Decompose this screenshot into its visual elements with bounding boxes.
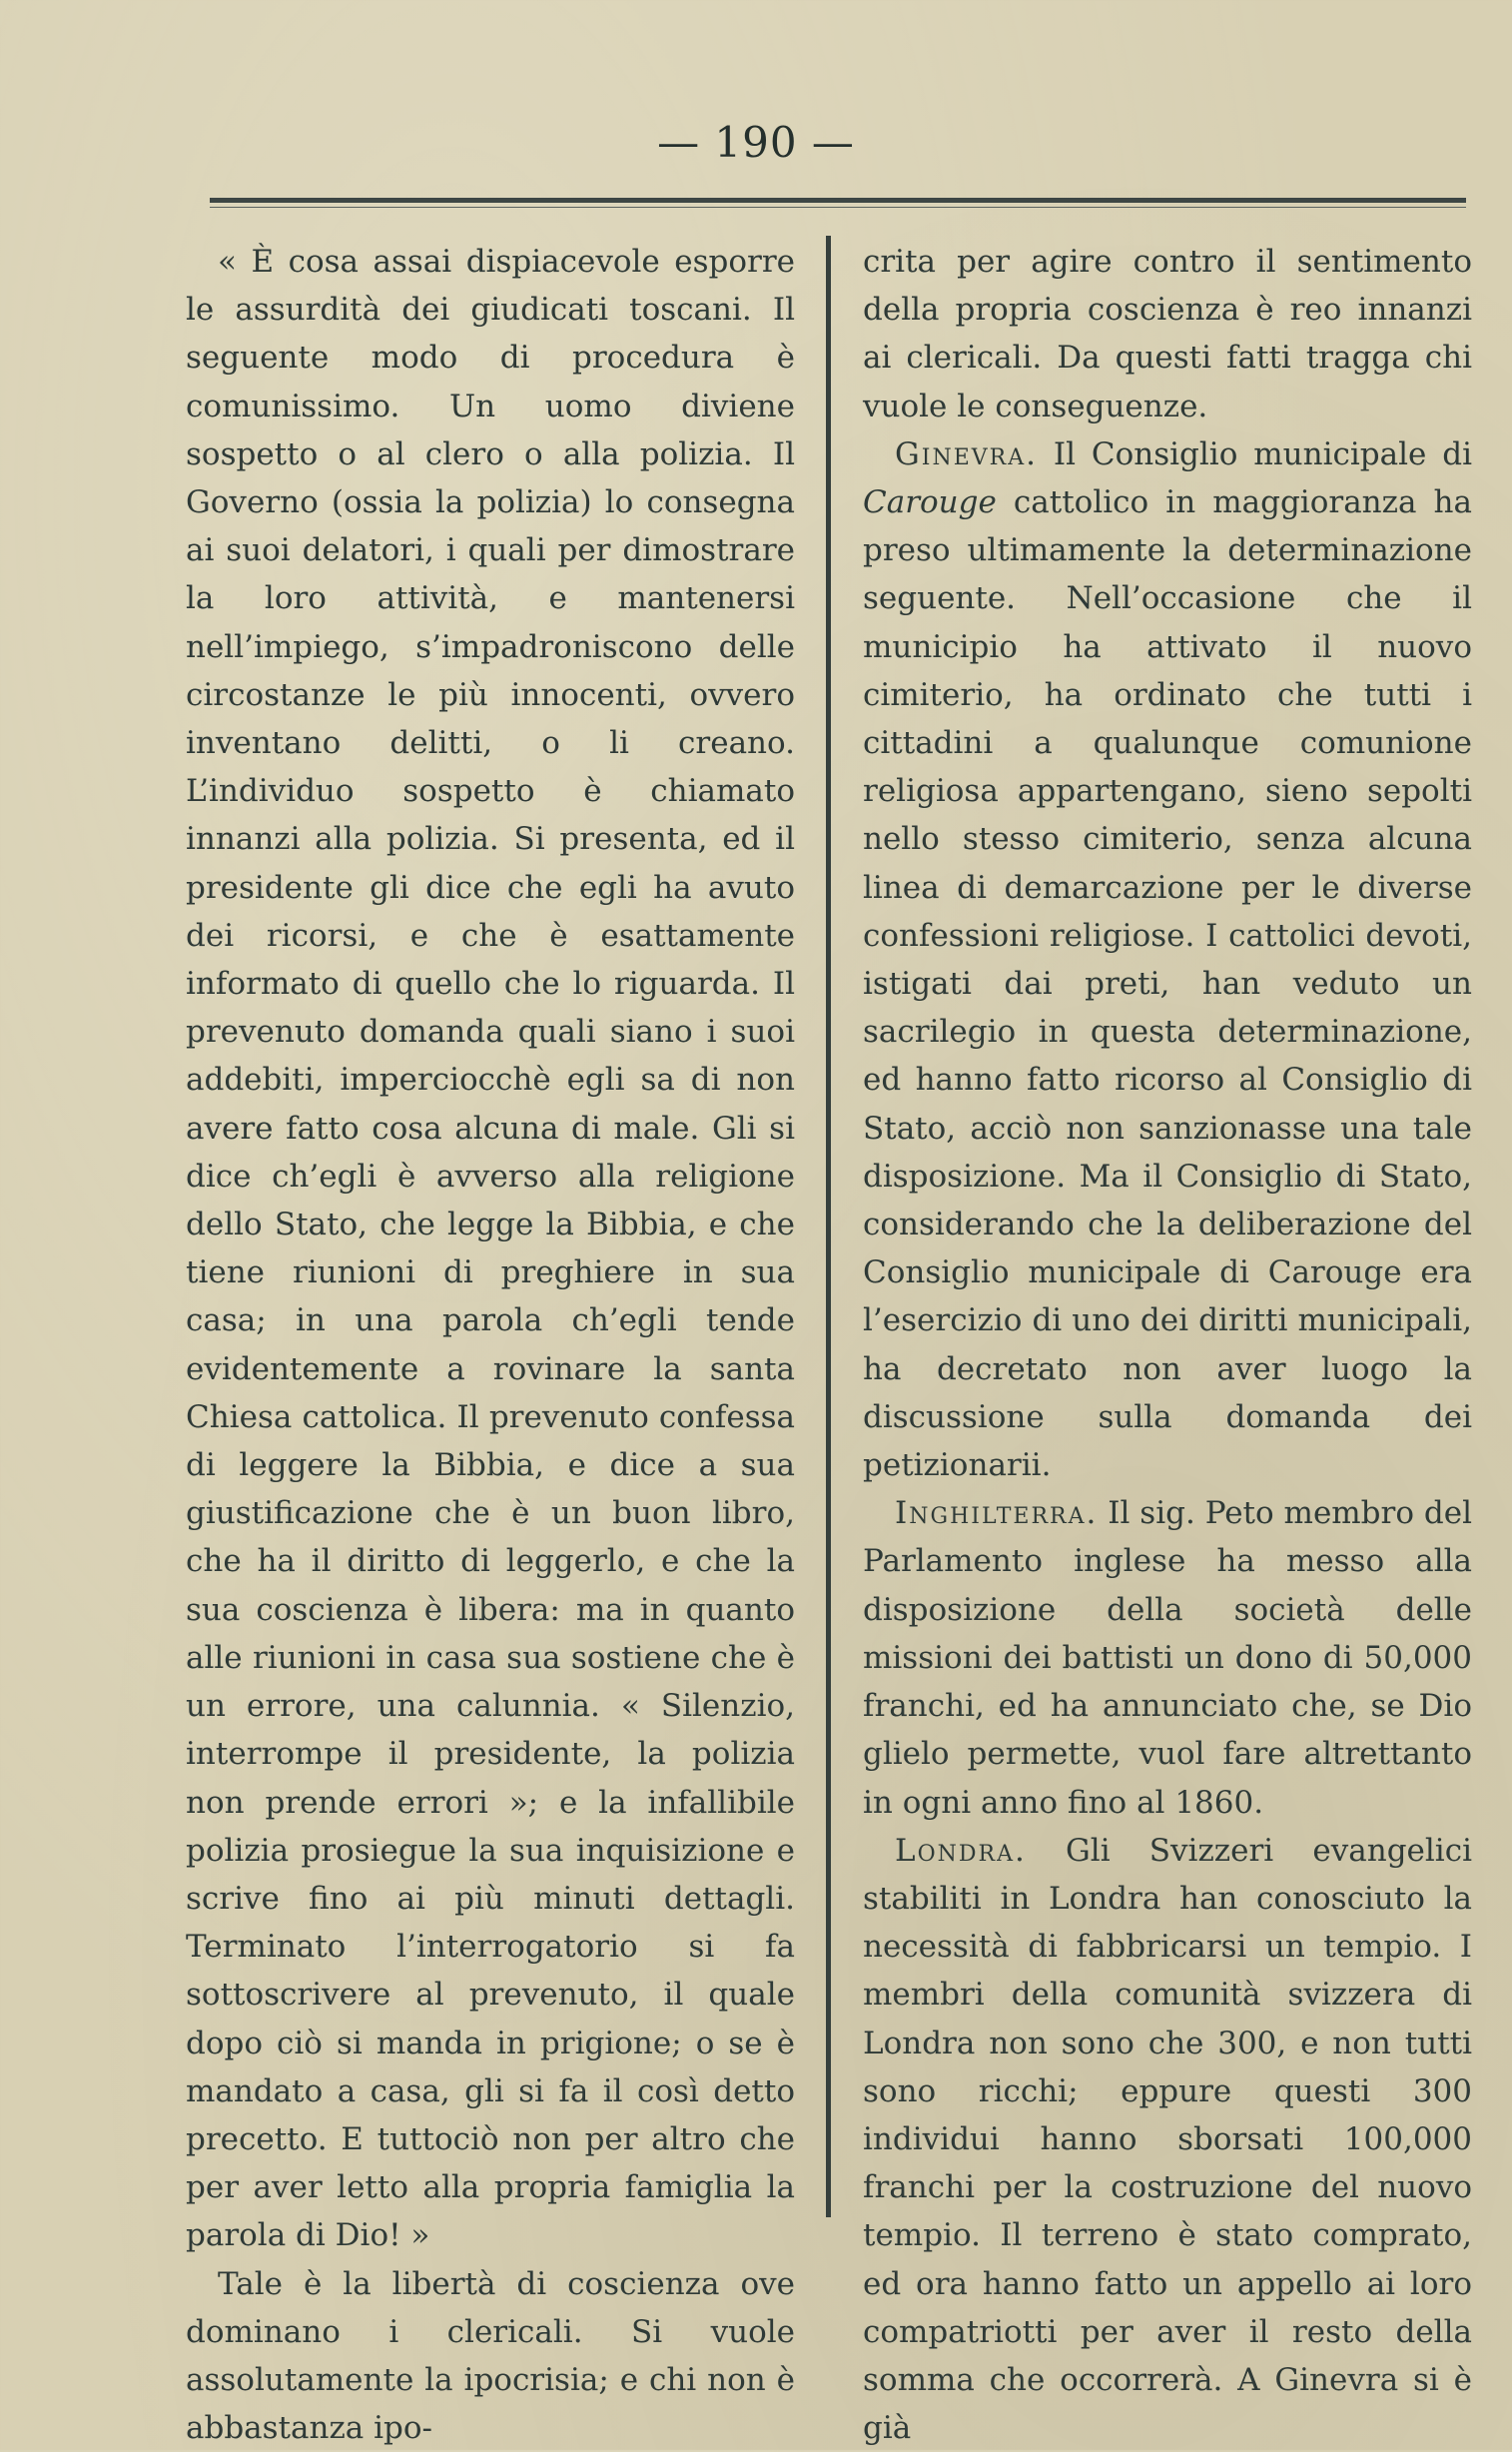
ginevra-place: Carouge (863, 484, 997, 521)
londra-text: Gli Svizzeri evangelici stabiliti in Londra han conosciuto la necessità di fabbricarsi un tempio. I membri della comunità svizzera di Londra non sono che 300, e non tutti sono ricchi; eppure questi 300 individui hanno sborsati 100,000 franchi per la costruzione del nuovo tempio. Il terreno è stato comprato, ed ora hanno fatto un appello ai loro compatriotti per aver il resto della somma che occorrerà. A Ginevra si è già (863, 1832, 1472, 2447)
right-column (863, 238, 1472, 2452)
page-number: — 190 — (657, 118, 855, 167)
left-column (186, 238, 795, 2452)
left-paragraph-1: « È cosa assai dispiacevole esporre le assurdità dei giudicati toscani. Il seguente modo di procedura è comunissimo. Un uomo diviene sospetto o al clero o alla polizia. Il Governo (ossia la polizia) lo consegna ai suoi delatori, i quali per dimostrare la loro attività, e mantenersi nell’impiego, s’impadroniscono delle circostanze le più innocenti, ovvero inventano delitti, o li creano. L’individuo sospetto è chiamato innanzi alla polizia. Si presenta, ed il presidente gli dice che egli ha avuto dei ricorsi, e che è esattamente informato di quello che lo riguarda. Il prevenuto domanda quali siano i suoi addebiti, imperciocchè egli sa di non avere fatto cosa alcuna di male. Gli si dice ch’egli è avverso alla religione dello Stato, che legge la Bibbia, e che tiene riunioni di preghiere in sua casa; in una parola ch’egli tende evidentemente a rovinare la santa Chiesa cattolica. Il prevenuto confessa di leggere la Bibbia, e dice a sua giustificazione che è un buon libro, che ha il diritto di leggerlo, e che la sua coscienza è libera: ma in quanto alle riunioni in casa sua sostiene che è un errore, una calunnia. « Silenzio, interrompe il presidente, la polizia non prende errori »; e la infallibile polizia prosiegue la sua inquisizione e scrive fino ai più minuti dettagli. Terminato l’interrogatorio si fa sottoscrivere al prevenuto, il quale dopo ciò si manda in prigione; o se è mandato a casa, gli si fa il così detto precetto. E tuttociò non per altro che per aver letto alla propria famiglia la parola di Dio! » (186, 244, 795, 2254)
column-divider (826, 236, 831, 2217)
left-paragraph-2: Tale è la libertà di coscienza ove dominano i clericali. Si vuole assolutamente la ipocrisia; e chi non è abbastanza ipo- (186, 2265, 795, 2447)
ginevra-text-2: cattolico in maggioranza ha preso ultimamente la determinazione seguente. Nell’occasione che il municipio ha attivato il nuovo cimiterio, ha ordinato che tutti i cittadini a qualunque comunione religiosa appartengano, sieno sepolti nello stesso cimiterio, senza alcuna linea di demarcazione per le diverse confessioni religiose. I cattolici devoti, istigati dai preti, han veduto un sacrilegio in questa determinazione, ed hanno fatto ricorso al Consiglio di Stato, acciò non sanzionasse una tale disposizione. Ma il Consiglio di Stato, considerando che la deliberazione del Consiglio municipale di Carouge era l’esercizio di uno dei diritti municipali, ha decretato non aver luogo la discussione sulla domanda dei petizionarii. (863, 484, 1472, 1484)
londra-heading: Londra. (895, 1832, 1027, 1869)
ginevra-heading: Ginevra. (895, 435, 1038, 472)
inghilterra-heading: Inghilterra. (895, 1495, 1099, 1532)
bottom-margin (0, 2257, 1512, 2450)
inghilterra-paragraph (863, 1489, 1472, 1826)
inghilterra-text: Il sig. Peto membro del Parlamento inglese ha messo alla disposizione della società delle missioni dei battisti un dono di 50,000 franchi, ed ha annunciato che, se Dio glielo permette, vuol fare altrettanto in ogni anno fino al 1860. (863, 1495, 1472, 1821)
ginevra-paragraph (863, 430, 1472, 1489)
ginevra-text-1: Il Consiglio municipale di (1037, 435, 1472, 472)
right-paragraph-1: crita per agire contro il sentimento della propria coscienza è reo innanzi ai clericali. Da questi fatti tragga chi vuole le conseguenze. (863, 244, 1472, 424)
header-rule (210, 198, 1466, 203)
